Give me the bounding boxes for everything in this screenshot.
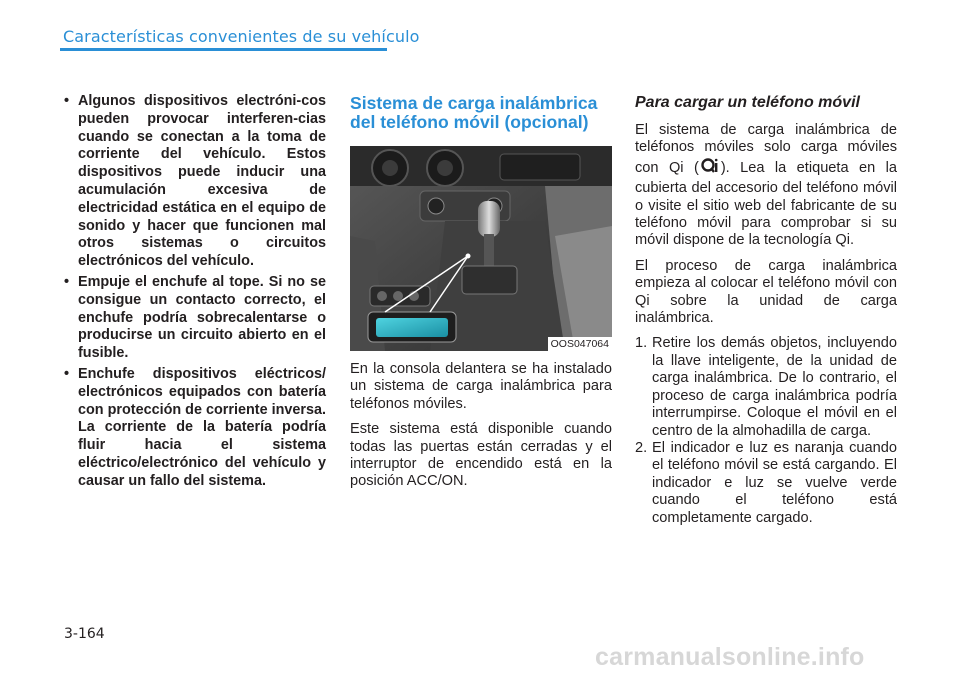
bullet-item	[64, 93, 326, 271]
step-item	[635, 335, 897, 439]
bullet-item	[64, 274, 326, 363]
paragraph-qi	[635, 122, 897, 250]
bullet-text: Algunos dispositivos electróni-cos pueden provocar interferen-cias cuando se conectan a la toma de corriente del vehículo. Estos dispositivos puede inducir una acumulación excesiva de electricidad estática en el equipo de sonido y hacer que funcionen mal otros sistemas o circuitos electrónicos del vehículo.	[78, 93, 326, 270]
section-title: Sistema de carga inalámbrica del teléfono móvil (opcional)	[350, 93, 598, 132]
watermark-text: carmanualsonline.info	[595, 643, 865, 671]
paragraph: Este sistema está disponible cuando todas las puertas están cerradas y el interruptor de encendido está en la posición ACC/ON.	[350, 421, 612, 490]
right-column	[635, 94, 897, 527]
paragraph-qi-text-before: El sistema de carga inalámbrica de teléfonos móviles solo carga móviles con Qi (	[635, 122, 897, 176]
steps-list	[635, 335, 897, 526]
middle-column	[350, 94, 612, 499]
sub-title: Para cargar un teléfono móvil	[635, 94, 860, 111]
bullet-dot-icon: •	[64, 365, 70, 382]
bullet-dot-icon: •	[64, 93, 70, 109]
caution-bullet-list	[64, 93, 326, 491]
qi-logo-icon	[701, 157, 719, 180]
paragraph: En la consola delantera se ha instalado un sistema de carga inalámbrica para teléfonos móviles.	[350, 361, 612, 412]
header-rule	[60, 48, 387, 51]
left-column	[64, 93, 326, 494]
photo-code-label: OOS047064	[548, 337, 612, 351]
step-text: El indicador e luz es naranja cuando el teléfono móvil se está cargando. El indicador e luz se vuelve verde cuando el teléfono está completamente cargado.	[652, 439, 897, 526]
page-number: 3-164	[64, 626, 105, 642]
paragraph-qi-text-after: ). Lea la etiqueta en la cubierta del accesorio del teléfono móvil o visite el sitio web del fabricante de su teléfono móvil para comprobar si su móvil dispone de la tecnología Qi.	[635, 159, 898, 249]
console-photo	[350, 146, 612, 351]
page-header-title: Características convenientes de su vehículo	[63, 27, 420, 46]
step-marker: 2.	[635, 439, 648, 456]
step-marker: 1.	[635, 335, 648, 352]
center-console-illustration	[350, 146, 612, 351]
bullet-text: Enchufe dispositivos eléctricos/ electrónicos equipados con batería con protección de corriente inversa. La corriente de la batería podría fluir hacia el sistema eléctrico/electrónico del vehículo y causar un fallo del sistema.	[78, 365, 326, 489]
bullet-text: Empuje el enchufe al tope. Si no se consigue un contacto correcto, el enchufe podría sobrecalentarse o producirse un circuito abierto en el fusible.	[78, 273, 326, 362]
step-text: Retire los demás objetos, incluyendo la llave inteligente, de la unidad de carga inalámbrica. De lo contrario, el proceso de carga inalámbrica podría interrumpirse. Coloque el móvil en el centro de la almohadilla de carga.	[652, 335, 897, 439]
bullet-item	[64, 366, 326, 491]
paragraph: El proceso de carga inalámbrica empieza al colocar el teléfono móvil con Qi sobre la unidad de carga inalámbrica.	[635, 257, 897, 327]
step-item	[635, 440, 897, 527]
bullet-dot-icon: •	[64, 273, 70, 290]
